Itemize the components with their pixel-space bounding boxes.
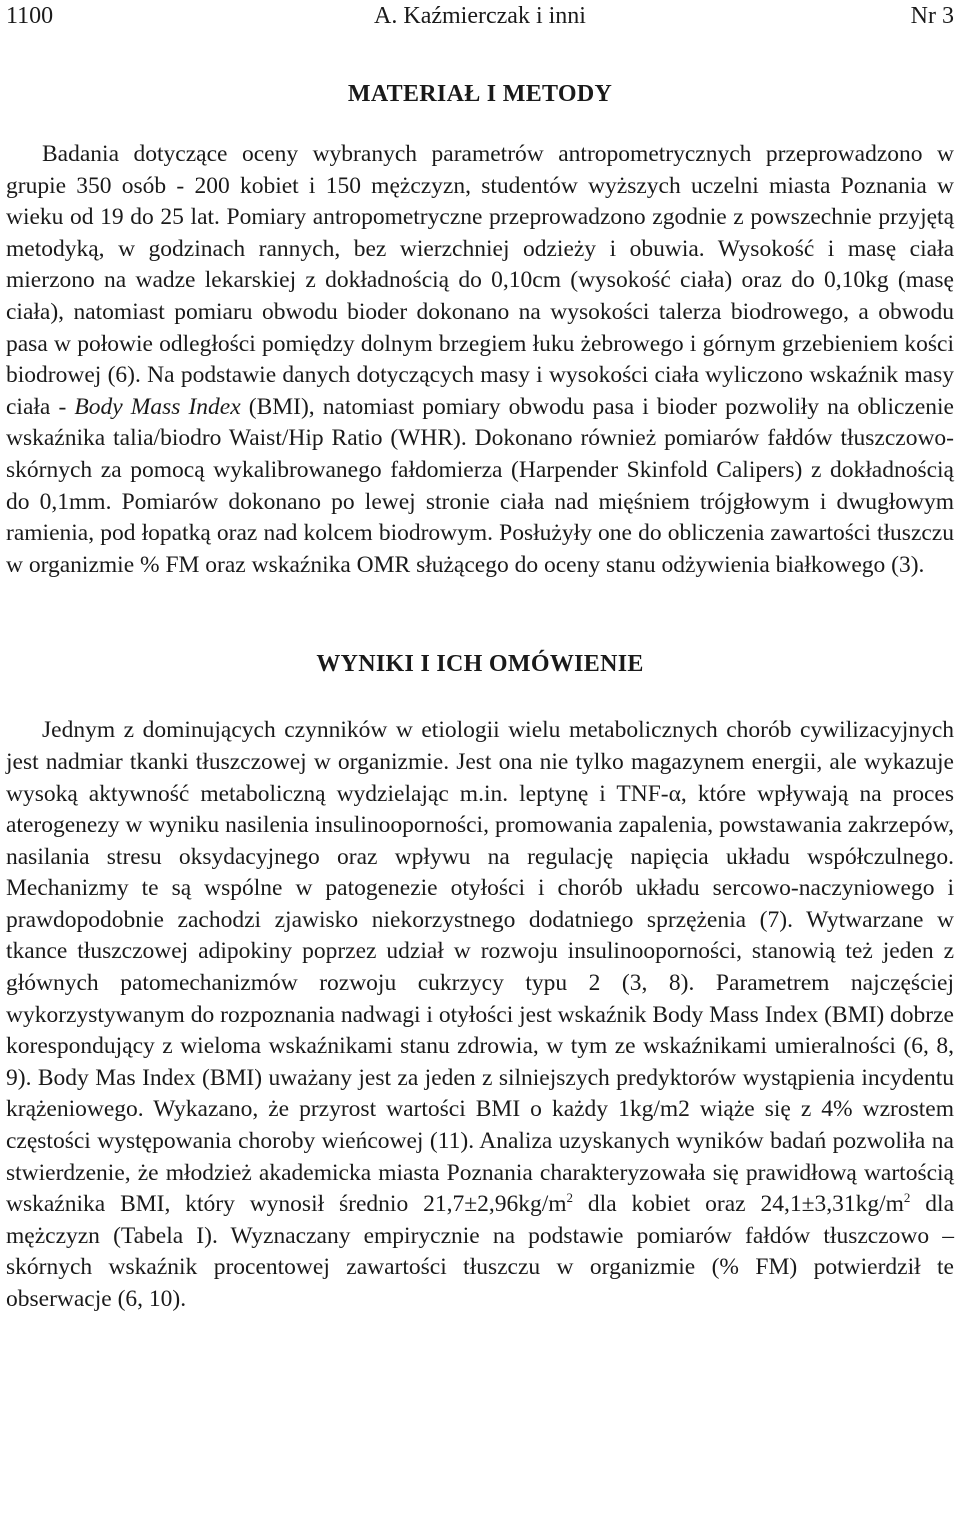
page-number: 1100 — [6, 3, 54, 29]
running-header — [6, 0, 954, 32]
issue-number: Nr 3 — [910, 3, 954, 29]
methods-paragraph — [6, 139, 954, 581]
superscript-2: 2 — [903, 1190, 911, 1206]
methods-text-a: Badania dotyczące oceny wybranych parametrów antropometrycznych przeprowadzono w grupie 350 osób - 200 kobiet i 150 mężczyzn, studentów wyższych uczelni miasta Poznania w wieku od 19 do 25 lat. Pomiary antropometryczne przeprowadzono zgodnie z powszechnie przyjętą metodyką, w godzinach rannych, bez wierzchniej odzieży i obuwia. Wysokość i masę ciała mierzono na wadze lekarskiej z dokładnością do 0,10cm (wysokość ciała) oraz do 0,10kg (masę ciała), natomiast pomiaru obwodu bioder dokonano na wysokości talerza biodrowego, a obwodu pasa w połowie odległości pomiędzy dolnym brzegiem łuku żebrowego i górnym grzebieniem kości biodrowej (6). Na podstawie danych dotyczących masy i wysokości ciała wyliczono wskaźnik masy ciała - — [6, 141, 954, 420]
document-page — [6, 0, 954, 1316]
results-paragraph — [6, 715, 954, 1315]
superscript-1: 2 — [566, 1190, 574, 1206]
results-text-c: dla mężczyzn (Tabela I). Wyznaczany empirycznie na podstawie pomiarów fałdów tłuszczowo – skórnych wskaźnik procentowej zawartości tłuszczu w organizmie (% FM) potwierdził te obserwacje (6, 10). — [6, 1191, 954, 1312]
methods-text-b: (BMI), natomiast pomiary obwodu pasa i bioder pozwoliły na obliczenie wskaźnika talia/biodro Waist/Hip Ratio (WHR). Dokonano również pomiarów fałdów tłuszczowo-skórnych za pomocą wykalibrowanego fałdomierza (Harpender Skinfold Calipers) z dokładnością do 0,1mm. Pomiarów dokonano po lewej stronie ciała nad mięśniem trójgłowym i dwugłowym ramienia, pod łopatką oraz nad kolcem biodrowym. Posłużyły one do obliczenia zawartości tłuszczu w organizmie % FM oraz wskaźnika OMR służącego do oceny stanu odżywienia białkowego (3). — [6, 393, 954, 578]
results-text-b: dla kobiet oraz 24,1±3,31kg/m — [573, 1191, 904, 1218]
section-title-methods: MATERIAŁ I METODY — [347, 81, 613, 107]
methods-italic-term: Body Mass Index — [74, 393, 241, 420]
results-text-a: Jednym z dominujących czynników w etiologii wielu metabolicznych chorób cywilizacyjnych jest nadmiar tkanki tłuszczowej w organizmie. Jest ona nie tylko magazynem energii, ale wykazuje wysoką aktywność metaboliczną wydzielając m.in. leptynę i TNF-α, które wpływają na proces aterogenezy w wyniku nasilenia insulinooporności, promowania zapalenia, powstawania zakrzepów, nasilania stresu oksydacyjnego oraz wpływu na regulację napięcia układu współczulnego. Mechanizmy te są wspólne w patogenezie otyłości i chorób układu sercowo-naczyniowego i prawdopodobnie zachodzi zjawisko niekorzystnego dodatniego sprzężenia (7). Wytwarzane w tkance tłuszczowej adipokiny poprzez udział w rozwoju insulinooporności, stanowią też jeden z głównych patomechanizmów rozwoju cukrzycy typu 2 (3, 8). Parametrem najczęściej wykorzystywanym do rozpoznania nadwagi i otyłości jest wskaźnik Body Mass Index (BMI) dobrze korespondujący z wieloma wskaźnikami stanu zdrowia, w tym ze wskaźnikami umieralności (6, 8, 9). Body Mas Index (BMI) uważany jest za jeden z silniejszych predyktorów wystąpienia incydentu krążeniowego. Wykazano, że przyrost wartości BMI o każdy 1kg/m2 wiąże się z 4% wzrostem częstości występowania choroby wieńcowej (11). Analiza uzyskanych wyników badań pozwoliła na stwierdzenie, że młodzież akademicka miasta Poznania charakteryzowała się prawidłową wartością wskaźnika BMI, który wynosił średnio 21,7±2,96kg/m — [6, 717, 954, 1218]
running-authors: A. Kaźmierczak i inni — [374, 3, 586, 29]
section-title-results: WYNIKI I ICH OMÓWIENIE — [316, 651, 644, 678]
